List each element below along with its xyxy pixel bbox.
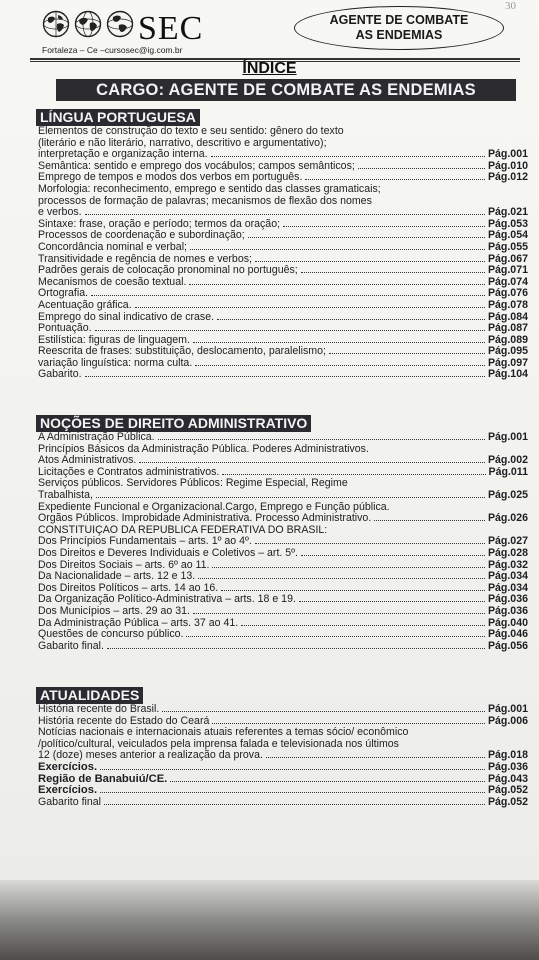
toc-entry-text: Sintaxe: frase, oração e período; termos da oração; bbox=[38, 218, 281, 230]
toc-entry-text: Ortografia. bbox=[38, 288, 89, 300]
toc-entry-text: Mecanismos de coesão textual. bbox=[38, 276, 187, 288]
course-title: AGENTE DE COMBATE AS ENDEMIAS bbox=[329, 13, 469, 42]
toc-row bbox=[38, 467, 528, 479]
toc-entry-text: Dos Direitos e Deveres Individuais e Coletivos – art. 5º. bbox=[38, 547, 298, 559]
toc-page-number: Pág.001 bbox=[487, 149, 528, 161]
dot-leader bbox=[255, 254, 485, 262]
toc-row bbox=[38, 571, 528, 583]
dot-leader bbox=[241, 618, 485, 626]
toc-page-number: Pág.043 bbox=[487, 773, 528, 785]
toc-entry-text: processos de formação de palavras; mecanismos de flexão dos nomes bbox=[38, 195, 372, 207]
dot-leader bbox=[301, 548, 485, 556]
sec-logo bbox=[40, 8, 220, 58]
toc-page-number: Pág.026 bbox=[487, 513, 528, 525]
toc-row bbox=[38, 265, 528, 277]
globe-icon bbox=[74, 10, 102, 38]
toc-row bbox=[38, 502, 528, 514]
toc-entry-text: Da Administração Pública – arts. 37 ao 41. bbox=[38, 617, 239, 629]
toc-page-number: Pág.025 bbox=[487, 489, 528, 501]
dot-leader bbox=[211, 149, 485, 157]
corner-handwritten-mark: 30 bbox=[505, 0, 516, 12]
toc-entry-text: Emprego de tempos e modos dos verbos em português. bbox=[38, 172, 303, 184]
toc-row bbox=[38, 478, 528, 490]
dot-leader bbox=[299, 594, 485, 602]
dot-leader bbox=[330, 525, 525, 532]
toc-entry-text: interpretação e organização interna. bbox=[38, 149, 208, 161]
toc-row bbox=[38, 548, 528, 560]
dot-leader bbox=[217, 312, 485, 320]
dot-leader bbox=[222, 467, 485, 475]
toc-row bbox=[38, 513, 528, 525]
toc-row bbox=[38, 560, 528, 572]
toc-page-number: Pág.036 bbox=[487, 605, 528, 617]
dot-leader bbox=[198, 571, 485, 579]
dot-leader bbox=[186, 629, 484, 637]
dot-leader bbox=[374, 513, 485, 521]
photo-background-edge bbox=[0, 880, 539, 960]
section-rows-direito-administrativo bbox=[38, 432, 528, 652]
dot-leader bbox=[170, 774, 485, 782]
toc-row bbox=[38, 606, 528, 618]
toc-entry-text: Exercícios. bbox=[38, 785, 98, 797]
course-title-oval bbox=[294, 6, 504, 50]
toc-entry-text: Região de Banabuiú/CE. bbox=[38, 773, 168, 785]
globe-icon bbox=[42, 10, 70, 38]
toc-row bbox=[38, 641, 528, 653]
toc-row bbox=[38, 797, 528, 809]
dot-leader bbox=[248, 230, 485, 238]
toc-row bbox=[38, 455, 528, 467]
dot-leader bbox=[329, 346, 485, 354]
section-title-lingua-portuguesa: LÍNGUA PORTUGUESA bbox=[36, 109, 200, 126]
dot-leader bbox=[96, 490, 485, 498]
toc-entry-text: 12 (doze) meses anterior a realização da prova. bbox=[38, 750, 263, 762]
toc-row bbox=[38, 346, 528, 358]
toc-entry-text: Notícias nacionais e internacionais atuais referentes a temas sócio/ econômico bbox=[38, 727, 409, 739]
toc-page-number: Pág.006 bbox=[487, 715, 528, 727]
toc-page-number: Pág.032 bbox=[487, 559, 528, 571]
toc-entry-text: Serviços públicos. Servidores Públicos: Regime Especial, Regime bbox=[38, 478, 348, 490]
toc-row bbox=[38, 219, 528, 231]
dot-leader bbox=[193, 335, 485, 343]
dot-leader bbox=[402, 739, 525, 746]
toc-entry-text: Atos Administrativos. bbox=[38, 455, 137, 467]
dot-leader bbox=[393, 502, 525, 509]
toc-row bbox=[38, 785, 528, 797]
toc-row bbox=[38, 490, 528, 502]
toc-row bbox=[38, 207, 528, 219]
toc-entry-text: Elementos de construção do texto e seu sentido: gênero do texto bbox=[38, 126, 344, 137]
toc-entry-text: Acentuação gráfica. bbox=[38, 299, 132, 311]
brand-name: SEC bbox=[138, 10, 204, 47]
toc-page-number: Pág.084 bbox=[487, 311, 528, 323]
toc-row bbox=[38, 300, 528, 312]
toc-row bbox=[38, 172, 528, 184]
toc-page-number: Pág.010 bbox=[487, 160, 528, 172]
toc-entry-text: Dos Direitos Sociais – arts. 6º ao 11. bbox=[38, 559, 210, 571]
toc-entry-text: Gabarito final. bbox=[38, 640, 104, 652]
toc-row bbox=[38, 444, 528, 456]
toc-page-number: Pág.097 bbox=[487, 357, 528, 369]
toc-entry-text: Padrões gerais de colocação pronominal no português; bbox=[38, 265, 298, 277]
toc-page-number: Pág.046 bbox=[487, 629, 528, 641]
toc-entry-text: História recente do Brasil. bbox=[38, 704, 160, 715]
toc-page-number: Pág.056 bbox=[487, 640, 528, 652]
toc-row bbox=[38, 716, 528, 728]
toc-entry-text: Da Nacionalidade – arts. 12 e 13. bbox=[38, 571, 196, 583]
toc-row bbox=[38, 196, 528, 208]
toc-page-number: Pág.095 bbox=[487, 346, 528, 358]
index-heading: ÍNDICE bbox=[242, 60, 297, 77]
toc-entry-text: (literário e não literário, narrativo, descritivo e argumentativo); bbox=[38, 137, 327, 149]
toc-row bbox=[38, 242, 528, 254]
toc-entry-text: Trabalhista, bbox=[38, 489, 93, 501]
toc-page-number: Pág.011 bbox=[488, 466, 528, 478]
toc-row bbox=[38, 184, 528, 196]
dot-leader bbox=[100, 785, 485, 793]
toc-page-number: Pág.001 bbox=[487, 704, 528, 715]
dot-leader bbox=[85, 207, 485, 215]
toc-page-number: Pág.027 bbox=[487, 536, 528, 548]
cargo-banner: CARGO: AGENTE DE COMBATE AS ENDEMIAS bbox=[56, 79, 516, 101]
dot-leader bbox=[330, 138, 525, 145]
toc-row bbox=[38, 750, 528, 762]
dot-leader bbox=[372, 444, 525, 451]
toc-row bbox=[38, 277, 528, 289]
toc-page-number: Pág.001 bbox=[487, 432, 528, 443]
brand-contact: Fortaleza – Ce –cursosec@ig.com.br bbox=[42, 45, 183, 55]
dot-leader bbox=[85, 369, 485, 377]
globe-icon bbox=[106, 10, 134, 38]
toc-page-number: Pág.053 bbox=[487, 218, 528, 230]
toc-entry-text: História recente do Estado do Ceará bbox=[38, 715, 210, 727]
toc-page-number: Pág.055 bbox=[487, 241, 528, 253]
section-title-atualidades: ATUALIDADES bbox=[36, 687, 143, 704]
toc-entry-text: Órgãos Públicos. Improbidade Administrativa. Processo Administrativo. bbox=[38, 513, 372, 525]
dot-leader bbox=[91, 288, 485, 296]
toc-row bbox=[38, 774, 528, 786]
toc-row bbox=[38, 138, 528, 150]
toc-entry-text: Transitividade e regência de nomes e verbos; bbox=[38, 253, 252, 265]
dot-leader bbox=[305, 172, 485, 180]
toc-row bbox=[38, 704, 528, 716]
dot-leader bbox=[411, 727, 525, 734]
toc-row bbox=[38, 288, 528, 300]
dot-leader bbox=[193, 606, 485, 614]
toc-entry-text: A Administração Pública. bbox=[38, 432, 155, 443]
section-title-direito-administrativo: NOÇÕES DE DIREITO ADMINISTRATIVO bbox=[36, 415, 311, 432]
dot-leader bbox=[189, 277, 485, 285]
dot-leader bbox=[195, 358, 485, 366]
dot-leader bbox=[384, 184, 525, 191]
toc-page-number: Pág.036 bbox=[487, 594, 528, 606]
toc-entry-text: Da Organização Político-Administrativa – arts. 18 e 19. bbox=[38, 594, 296, 606]
toc-entry-text: Emprego do sinal indicativo de crase. bbox=[38, 311, 215, 323]
toc-page-number: Pág.104 bbox=[487, 369, 528, 381]
section-rows-atualidades bbox=[38, 704, 528, 808]
dot-leader bbox=[351, 478, 525, 485]
toc-entry-text: Reescrita de frases: substituição, deslocamento, paralelismo; bbox=[38, 346, 326, 358]
dot-leader bbox=[212, 560, 484, 568]
toc-page-number: Pág.034 bbox=[487, 582, 528, 594]
toc-row bbox=[38, 762, 528, 774]
toc-row bbox=[38, 432, 528, 444]
dot-leader bbox=[283, 219, 485, 227]
toc-row bbox=[38, 126, 528, 138]
toc-entry-text: Dos Princípios Fundamentais – arts. 1º ao 4º. bbox=[38, 536, 252, 548]
toc-page-number: Pág.076 bbox=[487, 288, 528, 300]
toc-row bbox=[38, 525, 528, 537]
toc-row bbox=[38, 254, 528, 266]
toc-page-number: Pág.012 bbox=[487, 172, 528, 184]
toc-row bbox=[38, 335, 528, 347]
toc-row bbox=[38, 629, 528, 641]
toc-entry-text: Licitações e Contratos administrativos. bbox=[38, 466, 220, 478]
toc-row bbox=[38, 358, 528, 370]
toc-page-number: Pág.002 bbox=[487, 455, 528, 467]
dot-leader bbox=[221, 583, 485, 591]
dot-leader bbox=[100, 762, 485, 770]
toc-entry-text: Gabarito. bbox=[38, 369, 82, 381]
toc-row bbox=[38, 727, 528, 739]
dot-leader bbox=[375, 196, 525, 203]
toc-entry-text: Dos Municípios – arts. 29 ao 31. bbox=[38, 605, 190, 617]
toc-row bbox=[38, 323, 528, 335]
toc-row bbox=[38, 536, 528, 548]
toc-entry-text: Exercícios. bbox=[38, 761, 98, 773]
toc-page-number: Pág.018 bbox=[487, 750, 528, 762]
toc-page-number: Pág.067 bbox=[487, 253, 528, 265]
toc-row bbox=[38, 369, 528, 381]
toc-page-number: Pág.089 bbox=[487, 334, 528, 346]
dot-leader bbox=[107, 641, 485, 649]
dot-leader bbox=[358, 161, 485, 169]
toc-entry-text: Morfologia: reconhecimento, emprego e sentido das classes gramaticais; bbox=[38, 183, 381, 195]
toc-page-number: Pág.078 bbox=[487, 299, 528, 311]
toc-entry-text: Gabarito final bbox=[38, 796, 102, 808]
toc-page-number: Pág.036 bbox=[487, 761, 528, 773]
toc-entry-text: Processos de coordenação e subordinação; bbox=[38, 230, 245, 242]
dot-leader bbox=[190, 242, 485, 250]
dot-leader bbox=[301, 265, 485, 273]
dot-leader bbox=[135, 300, 485, 308]
toc-page-number: Pág.071 bbox=[487, 265, 528, 277]
toc-entry-text: Estilística: figuras de linguagem. bbox=[38, 334, 190, 346]
toc-page-number: Pág.074 bbox=[487, 276, 528, 288]
toc-entry-text: Princípios Básicos da Administração Pública. Poderes Administrativos. bbox=[38, 443, 369, 455]
toc-row bbox=[38, 161, 528, 173]
dot-leader bbox=[255, 536, 485, 544]
toc-row bbox=[38, 230, 528, 242]
dot-leader bbox=[95, 323, 485, 331]
toc-page-number: Pág.054 bbox=[487, 230, 528, 242]
toc-row bbox=[38, 149, 528, 161]
dot-leader bbox=[347, 126, 525, 133]
toc-entry-text: Concordância nominal e verbal; bbox=[38, 241, 187, 253]
toc-page-number: Pág.028 bbox=[487, 547, 528, 559]
dot-leader bbox=[158, 432, 485, 440]
toc-page-number: Pág.052 bbox=[487, 796, 528, 808]
toc-page-number: Pág.040 bbox=[487, 617, 528, 629]
toc-row bbox=[38, 618, 528, 630]
dot-leader bbox=[104, 797, 485, 805]
toc-row bbox=[38, 739, 528, 751]
dot-leader bbox=[212, 716, 485, 724]
toc-row bbox=[38, 594, 528, 606]
dot-leader bbox=[139, 455, 485, 463]
toc-page-number: Pág.021 bbox=[487, 207, 528, 219]
toc-entry-text: Dos Direitos Políticos – arts. 14 ao 16. bbox=[38, 582, 219, 594]
toc-page-number: Pág.034 bbox=[487, 571, 528, 583]
toc-entry-text: Pontuação. bbox=[38, 323, 92, 335]
toc-entry-text: Questões de concurso público. bbox=[38, 629, 184, 641]
toc-entry-text: e verbos. bbox=[38, 207, 82, 219]
toc-row bbox=[38, 312, 528, 324]
dot-leader bbox=[162, 704, 485, 712]
toc-entry-text: variação linguística: norma culta. bbox=[38, 357, 193, 369]
toc-entry-text: /político/cultural, veiculados pela imprensa falada e televisionada nos últimos bbox=[38, 738, 399, 750]
toc-page-number: Pág.087 bbox=[487, 323, 528, 335]
toc-entry-text: CONSTITUIÇÃO DA REPÚBLICA FEDERATIVA DO BRASIL: bbox=[38, 524, 328, 536]
toc-entry-text: Semântica: sentido e emprego dos vocábulos; campos semânticos; bbox=[38, 160, 355, 172]
section-rows-lingua-portuguesa bbox=[38, 126, 528, 381]
toc-entry-text: Expediente Funcional e Organizacional.Cargo, Emprego e Função pública. bbox=[38, 501, 390, 513]
toc-row bbox=[38, 583, 528, 595]
toc-page-number: Pág.052 bbox=[487, 785, 528, 797]
dot-leader bbox=[266, 750, 485, 758]
